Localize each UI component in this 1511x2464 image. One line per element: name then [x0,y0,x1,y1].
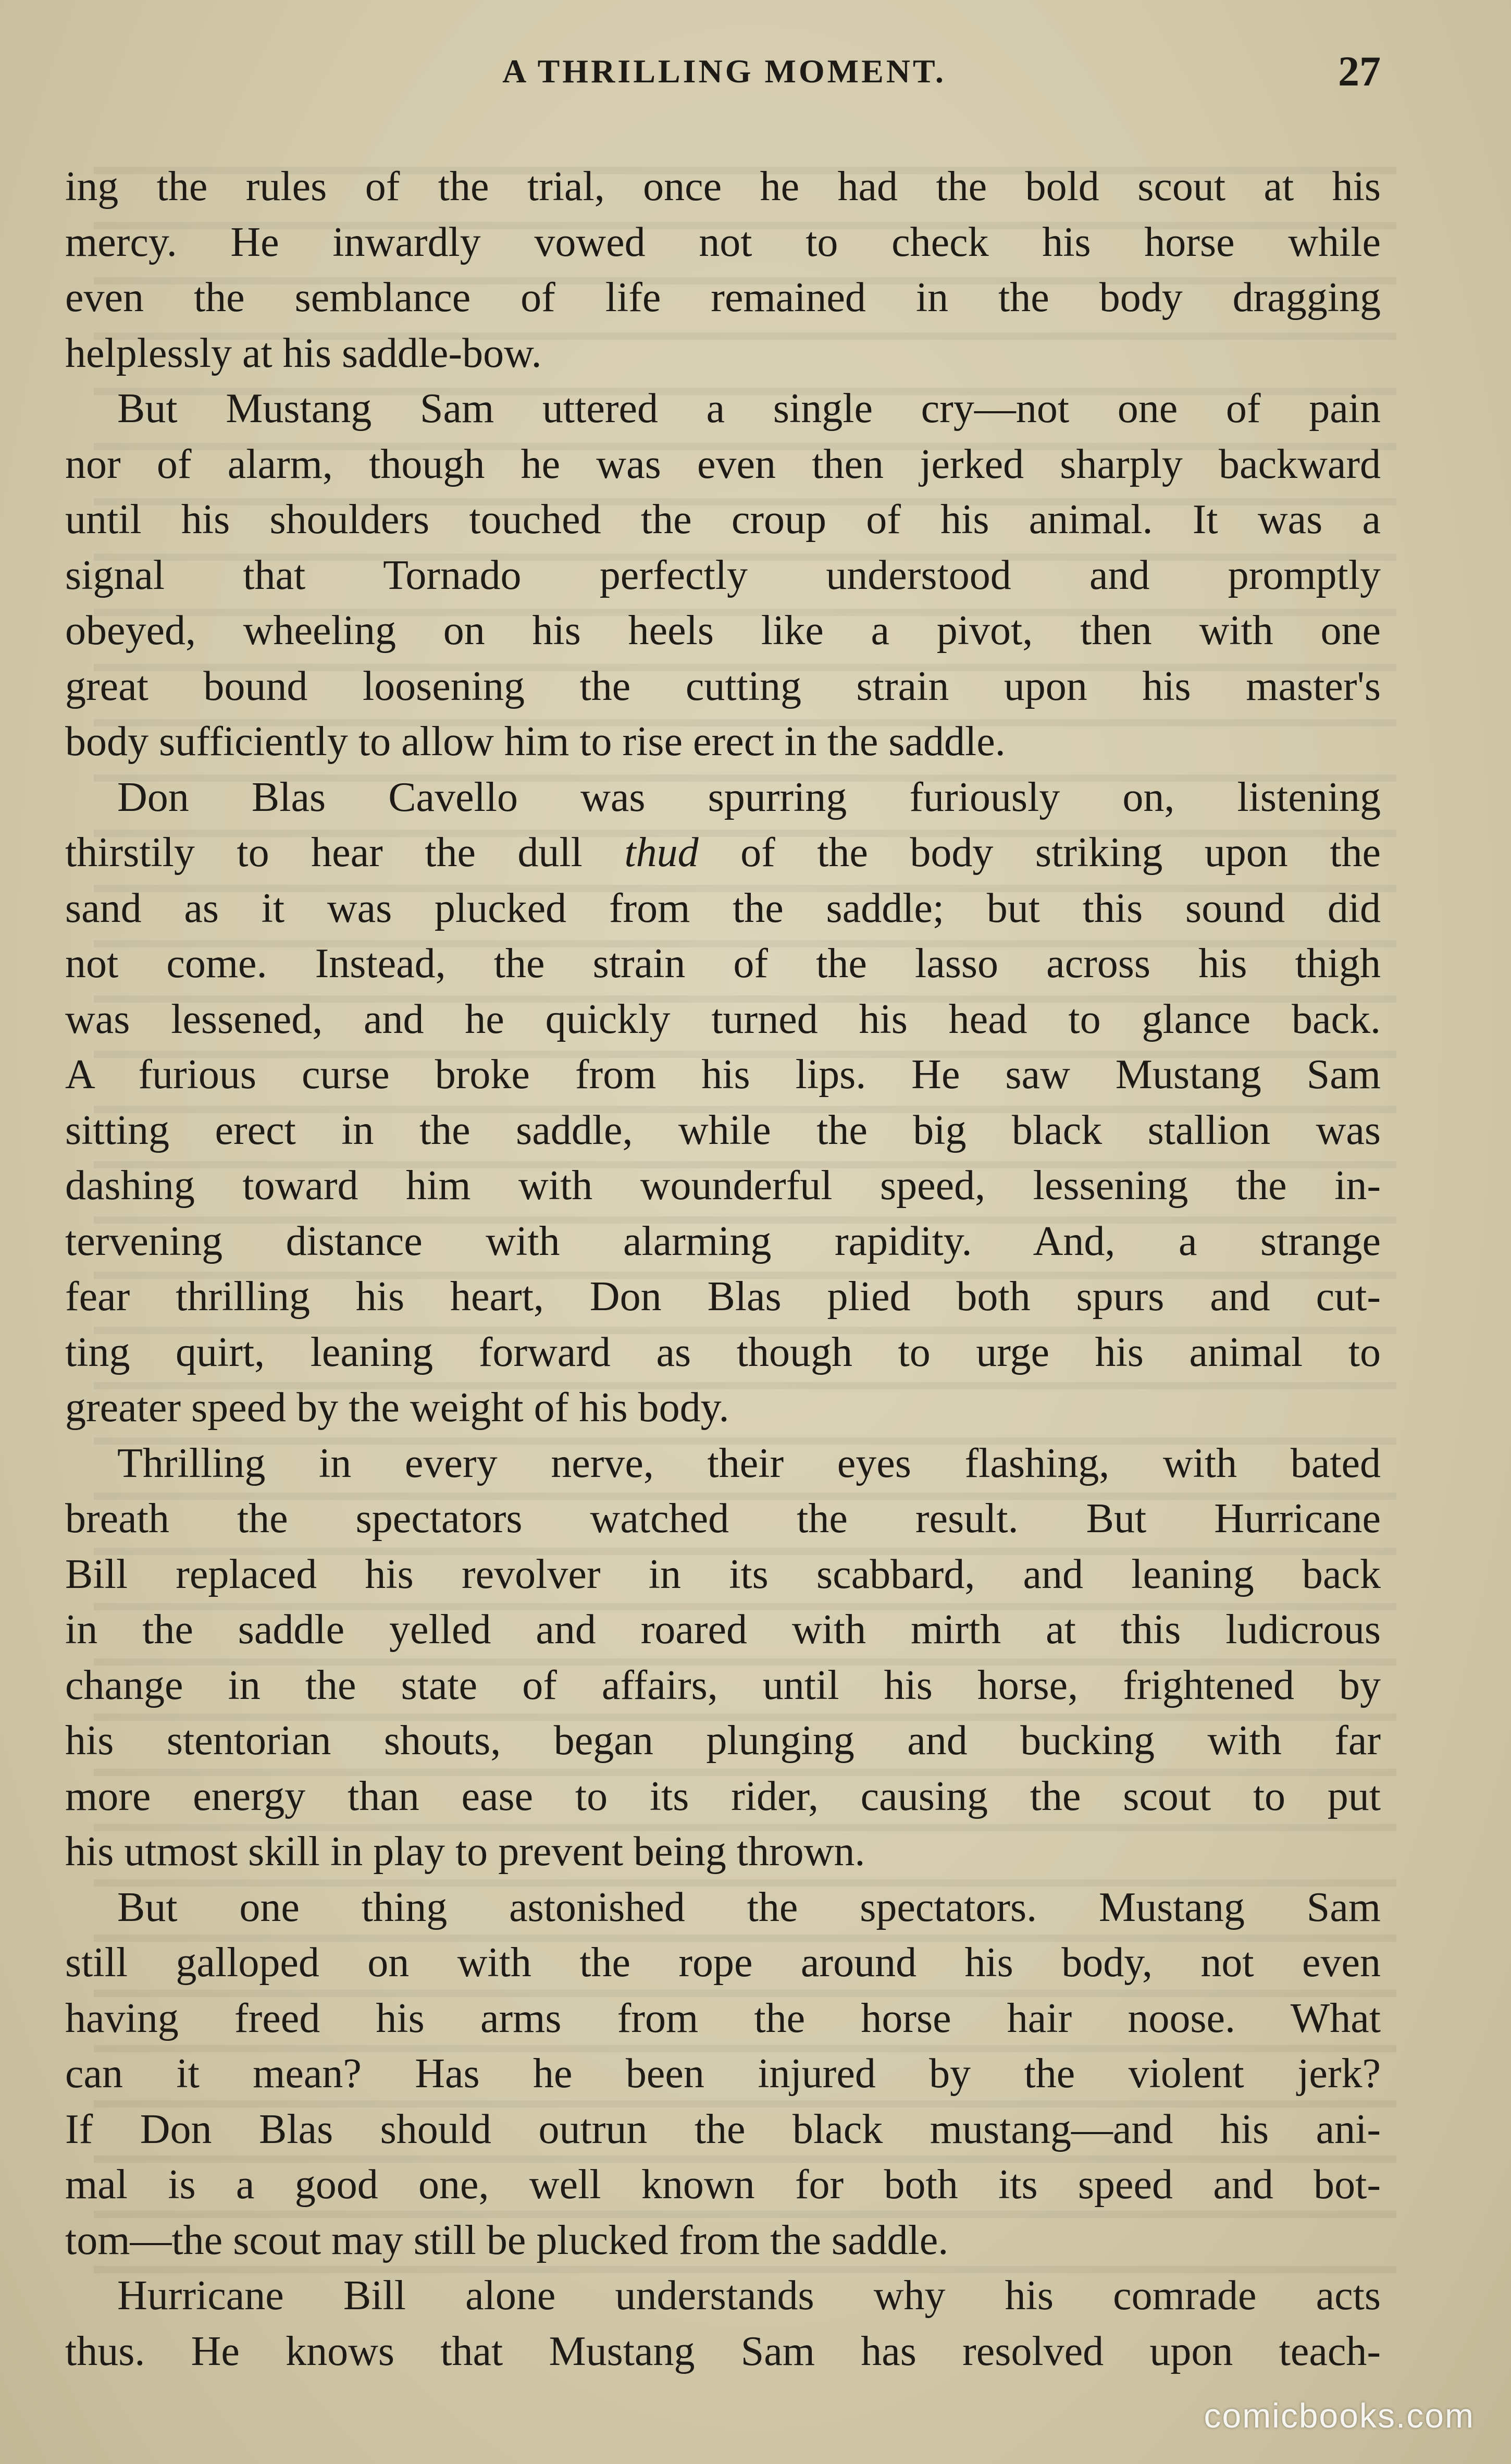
paragraph-line: But one thing astonished the spectators. Mustang Sam [117,1884,1381,1930]
page-header [68,47,1381,104]
paragraph-line: his stentorian shouts, began plunging and bucking with far [65,1718,1381,1764]
paragraph-line: A furious curse broke from his lips. He saw Mustang Sam [65,1052,1381,1098]
paragraph-line: helplessly at his saddle-bow. [65,330,542,376]
paragraph-line: mal is a good one, well known for both its speed and bot- [65,2162,1381,2208]
paragraph-line: his utmost skill in play to prevent being thrown. [65,1829,865,1875]
paragraph-line: nor of alarm, though he was even then jerked sharply backward [65,441,1381,487]
paragraph-line: obeyed, wheeling on his heels like a pivot, then with one [65,608,1381,654]
paragraph-line: still galloped on with the rope around his body, not even [65,1940,1381,1986]
paragraph-line: breath the spectators watched the result. But Hurricane [65,1496,1381,1542]
paragraph-line: Don Blas Cavello was spurring furiously on, listening [117,774,1381,820]
paragraph-line: great bound loosening the cutting strain upon his master's [65,663,1381,709]
paragraph-line: sand as it was plucked from the saddle; but this sound did [65,885,1381,931]
paragraph-line: more energy than ease to its rider, causing the scout to put [65,1773,1381,1819]
paragraph-line: change in the state of affairs, until his horse, frightened by [65,1662,1381,1708]
paragraph-line: Thrilling in every nerve, their eyes flashing, with bated [117,1440,1381,1486]
paragraph-line [65,825,1381,881]
paragraph-line: greater speed by the weight of his body. [65,1385,729,1431]
paragraph-line: fear thrilling his heart, Don Blas plied both spurs and cut- [65,1274,1381,1320]
paragraph-line: not come. Instead, the strain of the lasso across his thigh [65,941,1381,987]
paragraph-line: tervening distance with alarming rapidity. And, a strange [65,1218,1381,1264]
paragraph-line: mercy. He inwardly vowed not to check his horse while [65,219,1381,265]
paragraph-line: Bill replaced his revolver in its scabbard, and leaning back [65,1551,1381,1597]
page-number: 27 [1338,47,1381,95]
paragraph-line: ting quirt, leaning forward as though to urge his animal to [65,1329,1381,1375]
site-watermark: comicbooks.com [1204,2396,1475,2435]
line-segment: of the body striking upon the [740,830,1381,876]
paragraph-line: tom—the scout may still be plucked from the saddle. [65,2217,949,2263]
line-segment: thirstily to hear the dull [65,830,583,876]
paragraph-line: sitting erect in the saddle, while the big black stallion was [65,1107,1381,1153]
paragraph-line: If Don Blas should outrun the black mustang—and his ani- [65,2106,1381,2152]
running-head: A THRILLING MOMENT. [502,53,946,90]
paragraph-line: having freed his arms from the horse hair noose. What [65,1995,1381,2041]
paragraph-line: signal that Tornado perfectly understood and promptly [65,552,1381,598]
paragraph-line: was lessened, and he quickly turned his head to glance back. [65,996,1381,1042]
paragraph-line: body sufficiently to allow him to rise erect in the saddle. [65,719,1006,765]
italic-word: thud [624,830,699,876]
paragraph-line: thus. He knows that Mustang Sam has resolved upon teach- [65,2328,1381,2374]
paragraph-line: until his shoulders touched the croup of his animal. It was a [65,497,1381,543]
paragraph-line: But Mustang Sam uttered a single cry—not one of pain [117,386,1381,432]
paragraph-line: in the saddle yelled and roared with mirth at this ludicrous [65,1607,1381,1653]
paragraph-line: can it mean? Has he been injured by the violent jerk? [65,2051,1381,2097]
paragraph-line: ing the rules of the trial, once he had the bold scout at his [65,164,1381,210]
paragraph-line: dashing toward him with wounderful speed, lessening the in- [65,1163,1381,1209]
paragraph-line: even the semblance of life remained in the body dragging [65,275,1381,321]
paragraph-line: Hurricane Bill alone understands why his comrade acts [117,2273,1381,2319]
body-text [65,159,1381,2379]
